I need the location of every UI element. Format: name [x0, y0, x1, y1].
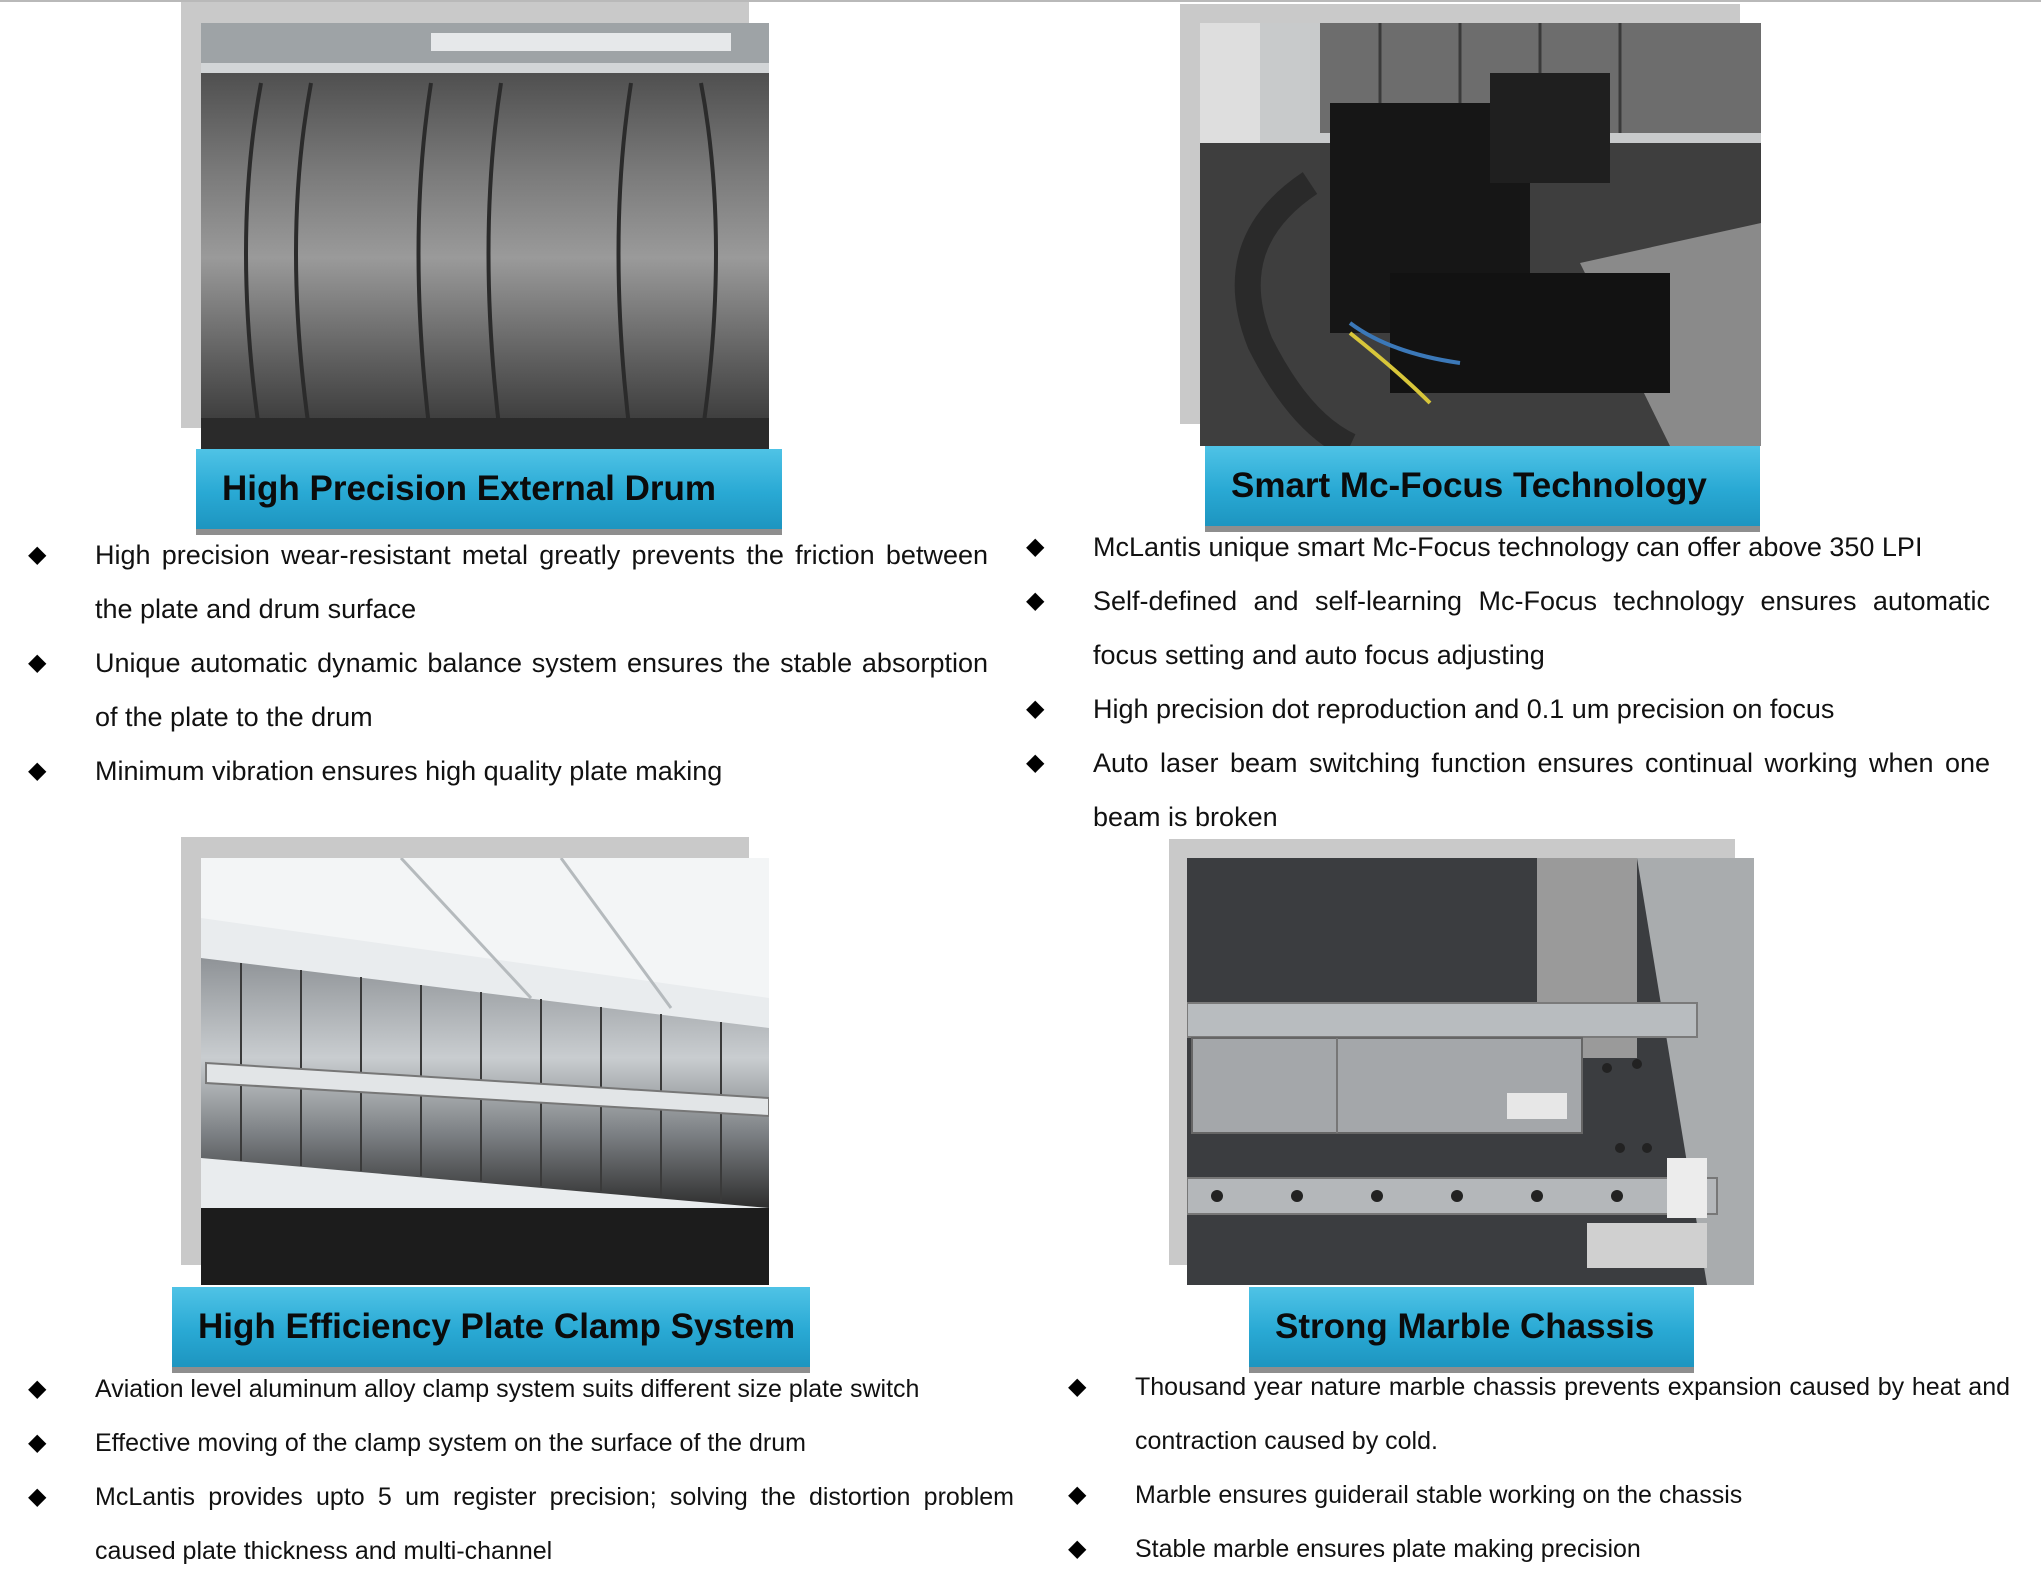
list-item: ◆ Effective moving of the clamp system on the surface of the drum: [26, 1416, 1014, 1470]
list-item: ◆ McLantis unique smart Mc-Focus technology can offer above 350 LPI: [1024, 520, 1990, 574]
diamond-bullet-icon: ◆: [1068, 1535, 1087, 1562]
section-title-banner: [1205, 446, 1760, 526]
diamond-bullet-icon: ◆: [28, 1375, 47, 1402]
metal-drum-photo: [201, 23, 769, 450]
bullet-list: [1024, 520, 1990, 844]
list-item: ◆ Thousand year nature marble chassis prevents expansion caused by heat and contraction caused by cold.: [1066, 1360, 2010, 1468]
list-item: ◆ Minimum vibration ensures high quality plate making: [26, 744, 988, 798]
list-item: ◆ Auto laser beam switching function ensures continual working when one beam is broken: [1024, 736, 1990, 844]
section-title-banner: [196, 449, 782, 529]
diamond-bullet-icon: ◆: [1026, 695, 1045, 722]
section-title: Smart Mc-Focus Technology: [1231, 466, 1707, 505]
diamond-bullet-icon: ◆: [28, 649, 47, 676]
diamond-bullet-icon: ◆: [1068, 1481, 1087, 1508]
diamond-bullet-icon: ◆: [1026, 533, 1045, 560]
list-item: ◆ High precision dot reproduction and 0.1 um precision on focus: [1024, 682, 1990, 736]
list-item: ◆ Stable marble ensures plate making precision: [1066, 1522, 2010, 1576]
diamond-bullet-icon: ◆: [1026, 587, 1045, 614]
plate-clamp-photo: [201, 858, 769, 1285]
list-item: ◆ High precision wear-resistant metal greatly prevents the friction between the plate and drum surface: [26, 528, 988, 636]
list-item: ◆ Marble ensures guiderail stable working on the chassis: [1066, 1468, 2010, 1522]
diamond-bullet-icon: ◆: [1026, 749, 1045, 776]
section-title-banner: [172, 1287, 810, 1367]
section-title: High Efficiency Plate Clamp System: [198, 1307, 796, 1346]
diamond-bullet-icon: ◆: [1068, 1373, 1087, 1400]
diamond-bullet-icon: ◆: [28, 1429, 47, 1456]
laser-focus-head-photo: [1200, 23, 1761, 446]
section-title-banner: [1249, 1287, 1694, 1367]
marble-chassis-photo: [1187, 858, 1754, 1285]
list-item: ◆ Aviation level aluminum alloy clamp system suits different size plate switch: [26, 1362, 1014, 1416]
list-item: ◆ Self-defined and self-learning Mc-Focus technology ensures automatic focus setting and auto focus adjusting: [1024, 574, 1990, 682]
list-item: ◆ McLantis provides upto 5 um register precision; solving the distortion problem caused plate thickness and multi-channel: [26, 1470, 1014, 1578]
diamond-bullet-icon: ◆: [28, 1483, 47, 1510]
section-title: High Precision External Drum: [222, 469, 717, 508]
list-item: ◆ Unique automatic dynamic balance system ensures the stable absorption of the plate to the drum: [26, 636, 988, 744]
diamond-bullet-icon: ◆: [28, 757, 47, 784]
bullet-list: [1066, 1360, 2010, 1576]
bullet-list: [26, 1362, 1014, 1578]
bullet-list: [26, 528, 988, 798]
diamond-bullet-icon: ◆: [28, 541, 47, 568]
section-title: Strong Marble Chassis: [1275, 1307, 1655, 1346]
